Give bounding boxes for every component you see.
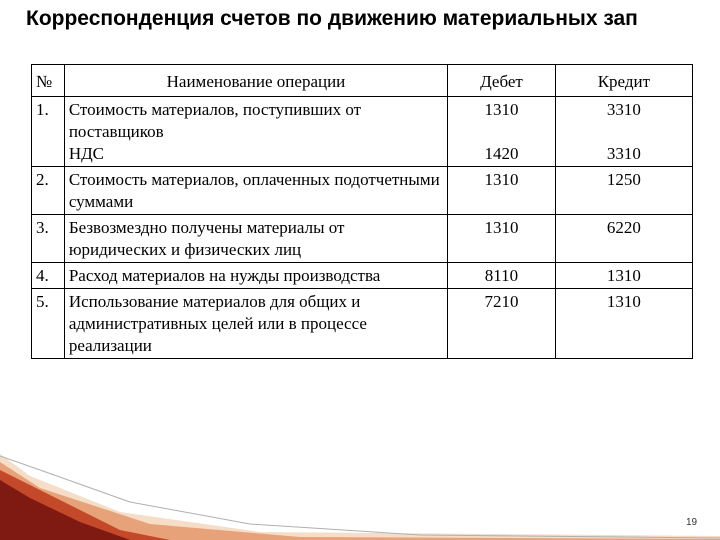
table-row <box>32 215 693 263</box>
slide-title: Корреспонденция счетов по движению материальных зап <box>26 7 638 30</box>
row-name: Стоимость материалов, оплаченных подотчетными суммами <box>64 167 447 215</box>
row-sub-kredit: 3310 <box>606 144 641 163</box>
row-debet: 7210 <box>448 289 556 359</box>
header-name: Наименование операции <box>64 65 447 97</box>
header-debet: Дебет <box>448 65 556 97</box>
row-sub-name: НДС <box>68 144 105 163</box>
row-kredit: 1310 <box>555 289 692 359</box>
row-debet: 8110 <box>448 263 556 289</box>
row-name-cell <box>64 97 447 167</box>
row-name: Безвозмездно получены материалы от юридических и физических лиц <box>64 215 447 263</box>
row-name: Стоимость материалов, поступивших от поставщиков <box>68 100 362 141</box>
table-header-row <box>32 65 693 97</box>
table-row <box>32 263 693 289</box>
header-kredit: Кредит <box>555 65 692 97</box>
table-row <box>32 97 693 167</box>
row-num: 4. <box>32 263 65 289</box>
row-kredit: 3310 <box>606 100 641 119</box>
row-num: 2. <box>32 167 65 215</box>
table-row <box>32 289 693 359</box>
header-num: № <box>32 65 65 97</box>
row-name: Использование материалов для общих и административных целей или в процессе реализации <box>64 289 447 359</box>
row-num: 5. <box>32 289 65 359</box>
decorative-swoosh <box>0 440 720 540</box>
row-debet: 1310 <box>448 167 556 215</box>
row-debet: 1310 <box>484 100 519 119</box>
row-kredit: 6220 <box>555 215 692 263</box>
row-sub-debet: 1420 <box>484 144 519 163</box>
row-debet: 1310 <box>448 215 556 263</box>
row-debet-cell <box>448 97 556 167</box>
row-kredit: 1310 <box>555 263 692 289</box>
row-num: 1. <box>32 97 65 167</box>
page-number: 19 <box>686 517 698 528</box>
table-row <box>32 167 693 215</box>
row-kredit-cell <box>555 97 692 167</box>
operations-table <box>31 64 693 359</box>
row-name: Расход материалов на нужды производства <box>64 263 447 289</box>
row-kredit: 1250 <box>555 167 692 215</box>
row-num: 3. <box>32 215 65 263</box>
